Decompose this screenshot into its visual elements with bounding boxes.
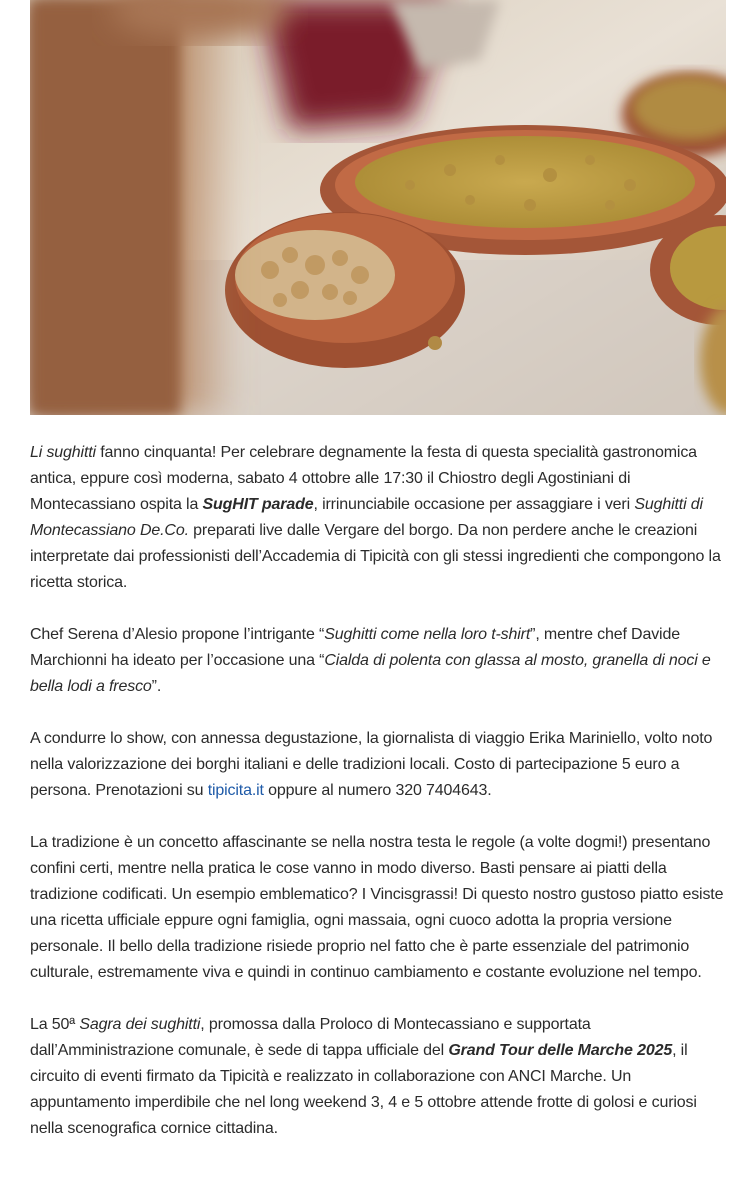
text: Chef Serena d’Alesio propone l’intrigante “ <box>30 626 325 643</box>
hero-image <box>30 0 726 415</box>
event-name: Sagra dei sughitti <box>79 1016 201 1033</box>
product-name: Sughitti di Montecassiano De.Co. <box>30 496 703 539</box>
article-body <box>30 440 730 1168</box>
text: oppure al numero 320 7404643. <box>263 782 492 799</box>
paragraph-tradition <box>30 830 730 986</box>
text: ”, mentre chef Davide Marchionni ha ideato per l’occasione una “ <box>30 626 680 669</box>
event-name: SugHIT parade <box>202 496 314 513</box>
paragraph-intro <box>30 440 730 596</box>
paragraph-chefs <box>30 622 730 700</box>
text: preparati live dalle Vergare del borgo. Da non perdere anche le creazioni interpretate dai professionisti dell’Accademia di Tipicità con gli stessi ingredienti che compongono la ricetta storica. <box>30 522 721 591</box>
paragraph-sagra <box>30 1012 730 1142</box>
text-italic: Li sughitti <box>30 444 96 461</box>
text: ”. <box>151 678 162 695</box>
text: La tradizione è un concetto affascinante se nella nostra testa le regole (a volte dogmi!) presentano confini certi, mentre nella pratica le cose vanno in modo diverso. Basti pensare ai piatti della tradizione codificati. Un esempio emblematico? I Vincisgrassi! Di questo nostro gustoso piatto esiste una ricetta ufficiale eppure ogni famiglia, ogni massaia, ogni cuoco adotta la propria versione personale. Il bello della tradizione risiede proprio nel fatto che è parte essenziale del patrimonio culturale, estremamente viva e quindi in continuo cambiamento e costante evoluzione nel tempo. <box>30 834 724 981</box>
paragraph-show <box>30 726 730 804</box>
tipicita-link[interactable]: tipicita.it <box>207 782 264 799</box>
text: fanno cinquanta! Per celebrare degnamente la festa di questa specialità gastronomica antica, eppure così moderna, sabato 4 ottobre alle 17:30 il Chiostro degli Agostiniani di Montecassiano ospita la <box>30 444 697 513</box>
text: , irrinunciabile occasione per assaggiare i veri <box>313 496 635 513</box>
tour-name: Grand Tour delle Marche 2025 <box>448 1042 673 1059</box>
dish-name: Sughitti come nella loro t-shirt <box>324 626 531 643</box>
hero-photo <box>30 0 726 415</box>
text: A condurre lo show, con annessa degustazione, la giornalista di viaggio Erika Mariniello, volto noto nella valorizzazione dei borghi italiani e delle tradizioni locali. Costo di partecipazione 5 euro a persona. Prenotazioni su <box>30 730 713 799</box>
text: , il circuito di eventi firmato da Tipicità e realizzato in collaborazione con ANCI Marche. Un appuntamento imperdibile che nel long weekend 3, 4 e 5 ottobre attende frotte di golosi e curiosi nella scenografica cornice cittadina. <box>30 1042 697 1137</box>
text: La 50ª <box>30 1016 80 1033</box>
dish-name: Cialda di polenta con glassa al mosto, granella di noci e bella lodi a fresco <box>30 652 711 695</box>
text: , promossa dalla Proloco di Montecassiano e supportata dall’Amministrazione comunale, è sede di tappa ufficiale del <box>30 1016 591 1059</box>
